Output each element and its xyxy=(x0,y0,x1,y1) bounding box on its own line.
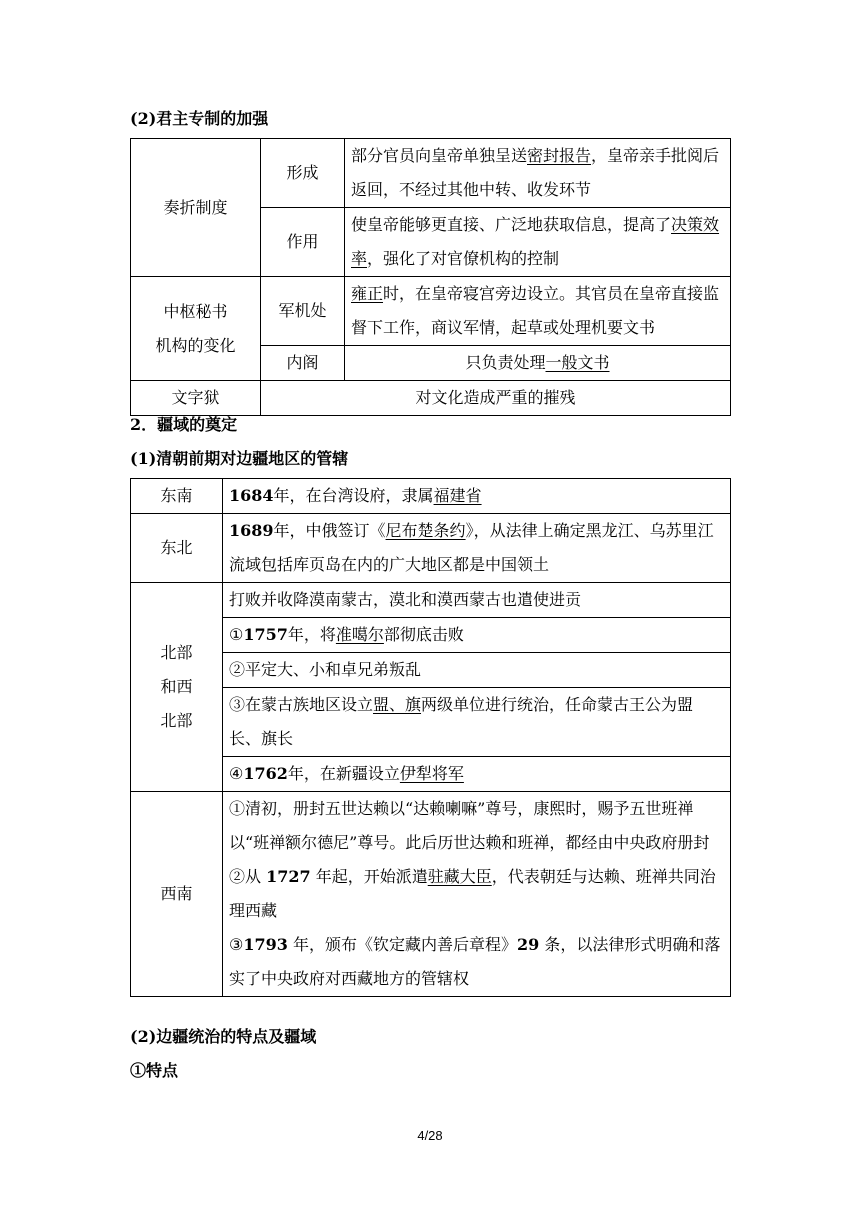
section-heading-autocracy: (2)君主专制的加强 xyxy=(130,109,269,128)
southwest-item-3: ③1793 年，颁布《钦定藏内善后章程》29 条，以法律形式明确和落实了中央政府对西藏地方的管辖权 xyxy=(229,935,721,988)
cell-grand-council-label: 军机处 xyxy=(261,277,345,346)
section-heading-territory: 2．疆域的奠定 xyxy=(130,415,238,434)
cell-north-item-1: ①1757年，将准噶尔部彻底击败 xyxy=(223,618,731,653)
cell-cabinet-label: 内阁 xyxy=(261,346,345,381)
cell-function-desc: 使皇帝能够更直接、广泛地获取信息，提高了决策效率，强化了对官僚机构的控制 xyxy=(345,208,731,277)
cell-north-northwest: 北部 和西 北部 xyxy=(131,583,223,792)
cell-north-item-0: 打败并收降漠南蒙古，漠北和漠西蒙古也遣使进贡 xyxy=(223,583,731,618)
cell-literary-inquisition-desc: 对文化造成严重的摧残 xyxy=(261,381,731,416)
cell-northeast: 东北 xyxy=(131,514,223,583)
cell-north-item-2: ②平定大、小和卓兄弟叛乱 xyxy=(223,653,731,688)
cell-formation-label: 形成 xyxy=(261,139,345,208)
frontier-table xyxy=(130,478,731,997)
southwest-item-1: ①清初，册封五世达赖以“达赖喇嘛”尊号，康熙时，赐予五世班禅以“班禅额尔德尼”尊号。此后历世达赖和班禅，都经由中央政府册封 xyxy=(229,799,710,852)
cell-literary-inquisition: 文字狱 xyxy=(131,381,261,416)
section-heading-frontier-features: (2)边疆统治的特点及疆域 xyxy=(130,1027,317,1046)
cell-southeast-desc: 1684年，在台湾设府，隶属福建省 xyxy=(223,479,731,514)
cell-grand-council-desc: 雍正时，在皇帝寝宫旁边设立。其官员在皇帝直接监督下工作，商议军情，起草或处理机要文书 xyxy=(345,277,731,346)
cell-function-label: 作用 xyxy=(261,208,345,277)
autocracy-table xyxy=(130,138,731,416)
section-heading-frontier-admin: (1)清朝前期对边疆地区的管辖 xyxy=(130,449,349,468)
cell-southeast: 东南 xyxy=(131,479,223,514)
cell-formation-desc: 部分官员向皇帝单独呈送密封报告，皇帝亲手批阅后返回，不经过其他中转、收发环节 xyxy=(345,139,731,208)
cell-northeast-desc: 1689年，中俄签订《尼布楚条约》，从法律上确定黑龙江、乌苏里江流域包括库页岛在内的广大地区都是中国领土 xyxy=(223,514,731,583)
southwest-item-2: ②从 1727 年起，开始派遣驻藏大臣，代表朝廷与达赖、班禅共同治理西藏 xyxy=(229,867,716,920)
cell-cabinet-desc: 只负责处理一般文书 xyxy=(345,346,731,381)
cell-southwest-desc xyxy=(223,792,731,997)
section-heading-characteristics: ①特点 xyxy=(130,1061,179,1080)
cell-north-item-4: ④1762年，在新疆设立伊犁将军 xyxy=(223,757,731,792)
page-number: 4/28 xyxy=(417,1128,443,1143)
cell-southwest: 西南 xyxy=(131,792,223,997)
cell-north-item-3: ③在蒙古族地区设立盟、旗两级单位进行统治，任命蒙古王公为盟长、旗长 xyxy=(223,688,731,757)
cell-central-secretariat: 中枢秘书 机构的变化 xyxy=(131,277,261,381)
cell-memorial-system: 奏折制度 xyxy=(131,139,261,277)
